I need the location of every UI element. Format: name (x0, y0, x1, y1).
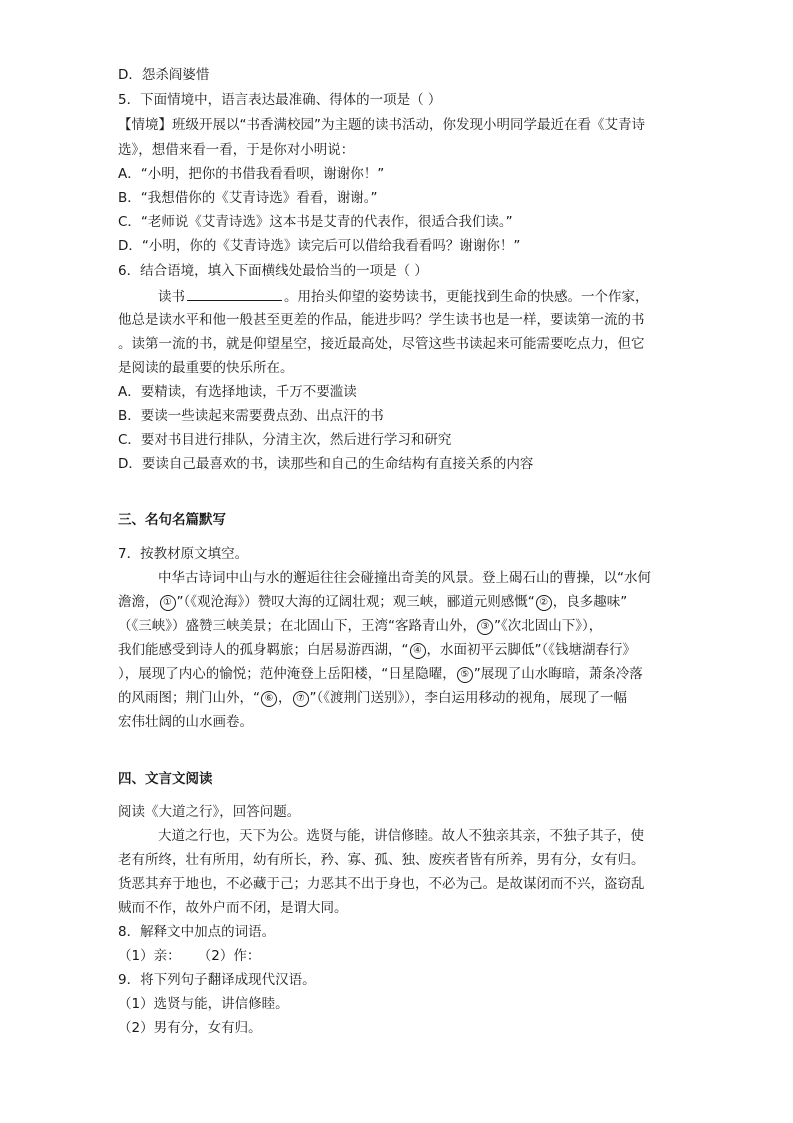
blank-number-6: ⑥ (261, 691, 277, 707)
q9-stem: 9．将下列句子翻译成现代汉语。 (118, 972, 316, 988)
q7-text: ”（《观沧海》）赞叹大海的辽阔壮观；观三峡，郦道元则感慨“ (176, 594, 535, 610)
q5-option-b: B．“我想借你的《艾青诗选》看看，谢谢。” (118, 190, 378, 206)
q5-context-line1: 【情境】班级开展以“书香满校园”为主题的读书活动，你发现小明同学最近在看《艾青诗 (118, 117, 645, 133)
q8-stem: 8．解释文中加点的词语。 (118, 924, 276, 940)
q6-para-line3: 。读第一流的书，就是仰望星空，接近最高处，尽管这些书读起来可能需要吃点力，但它 (118, 336, 645, 352)
q7-text: ”（《渡荆门送别》），李白运用移动的视角，展现了一幅 (309, 690, 627, 706)
q7-line7: 宏伟壮阔的山水画卷。 (118, 714, 253, 730)
q7-text: （《三峡》）盛赞三峡美景；在北固山下，王湾“客路青山外， (118, 618, 476, 634)
q6-option-a: A．要精读，有选择地读，千万不要滥读 (118, 384, 357, 400)
q7-text: ，水面初平云脚低”（《钱塘湖春行》 (426, 642, 636, 658)
q5-context-line2: 选》，想借来看一看，于是你对小明说： (118, 142, 355, 158)
q7-line4 (118, 641, 636, 659)
q6-option-c: C．要对书目进行排队，分清主次，然后进行学习和研究 (118, 432, 452, 448)
q6-stem: 6．结合语境，填入下面横线处最恰当的一项是（ ） (118, 263, 428, 279)
blank-number-3: ③ (477, 619, 493, 635)
q7-text: ，良多趣味” (552, 594, 628, 610)
q7-text: 我们能感受到诗人的孤身羁旅；白居易游西湖，“ (118, 642, 409, 658)
answer-blank (187, 287, 282, 301)
q9-item-2: （2）男有分，女有归。 (118, 1020, 262, 1036)
reading-intro: 阅读《大道之行》，回答问题。 (118, 804, 301, 820)
section-3-title: 三、名句名篇默写 (118, 512, 226, 528)
q6-option-d: D．要读自己最喜欢的书，读那些和自己的生命结构有直接关系的内容 (118, 456, 534, 472)
q7-text: ”展现了山水晦暗，萧条冷落 (473, 666, 643, 682)
q5-option-a: A．“小明，把你的书借我看看呗，谢谢你！” (118, 166, 385, 182)
q6-para-line4: 是阅读的最重要的快乐所在。 (118, 360, 294, 376)
blank-number-7: ⑦ (293, 691, 309, 707)
blank-number-1: ① (160, 595, 176, 611)
q7-text: 的风雨图；荆门山外，“ (118, 690, 260, 706)
q5-option-c: C．“老师说《艾青诗选》这本书是艾青的代表作，很适合我们读。” (118, 214, 513, 230)
q7-line2 (118, 593, 627, 611)
blank-number-4: ④ (410, 643, 426, 659)
q6-para-line2: 他总是读水平和他一般甚至更差的作品，能进步吗？学生读书也是一样，要读第一流的书 (118, 312, 645, 328)
blank-number-5: ⑤ (457, 667, 473, 683)
q6-para-start: 读书 (158, 289, 185, 305)
q7-line3 (118, 617, 602, 635)
q6-para-line1 (158, 287, 649, 306)
q9-item-1: （1）选贤与能，讲信修睦。 (118, 996, 289, 1012)
passage-line3: 货恶其弃于地也，不必藏于己；力恶其不出于身也，不必为己。是故谋闭而不兴，盗窃乱 (118, 876, 645, 892)
q7-text: 澹澹， (118, 594, 159, 610)
q7-line5 (118, 665, 643, 683)
q7-line1: 中华古诗词中山与水的邂逅往往会碰撞出奇美的风景。登上碣石山的曹操，以“水何 (158, 570, 651, 586)
q5-stem: 5．下面情境中，语言表达最准确、得体的一项是（ ） (118, 92, 442, 108)
passage-line1: 大道之行也，天下为公。选贤与能，讲信修睦。故人不独亲其亲，不独子其子，使 (158, 828, 644, 844)
q7-text: ），展现了内心的愉悦；范仲淹登上岳阳楼，“日星隐曜， (118, 666, 456, 682)
passage-line2: 老有所终，壮有所用，幼有所长，矜、寡、孤、独、废疾者皆有所养，男有分，女有归。 (118, 852, 645, 868)
q7-line6 (118, 689, 627, 707)
passage-line4: 贼而不作，故外户而不闭，是谓大同。 (118, 900, 348, 916)
q6-para-line1-rest: 。用抬头仰望的姿势读书，更能找到生命的快感。一个作家， (284, 289, 649, 305)
q7-stem: 7．按教材原文填空。 (118, 546, 249, 562)
q7-text: ”《次北固山下》）， (494, 618, 603, 634)
blank-number-2: ② (536, 595, 552, 611)
section-4-title: 四、文言文阅读 (118, 771, 213, 787)
q5-option-d: D．“小明，你的《艾青诗选》读完后可以借给我看看吗？谢谢你！” (118, 238, 521, 254)
q6-option-b: B．要读一些读起来需要费点劲、出点汗的书 (118, 408, 384, 424)
q7-text: ， (278, 690, 292, 706)
q4-option-d: D．怨杀阎婆惜 (118, 67, 210, 83)
q8-items: （1）亲： （2）作： (118, 948, 261, 964)
